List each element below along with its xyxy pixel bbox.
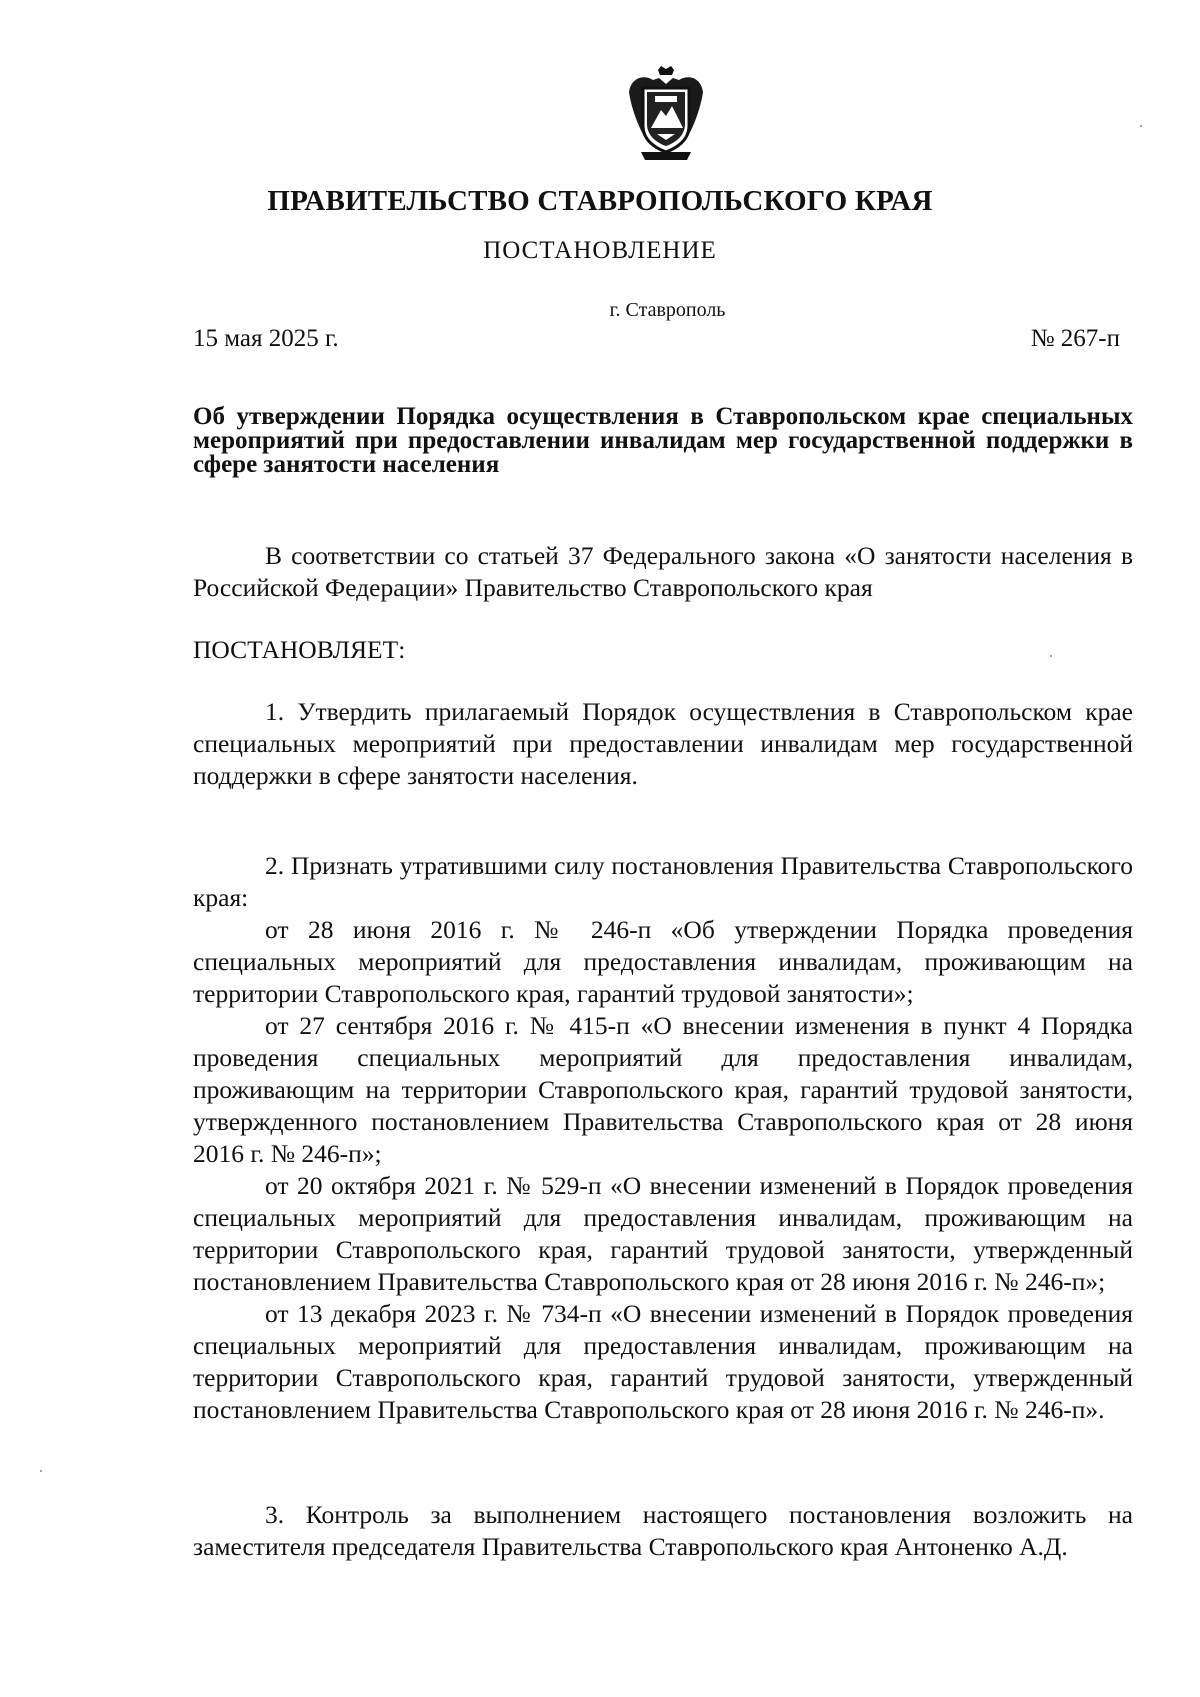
document-title: Об утверждении Порядка осуществления в Ставропольском крае специальных мероприятий при предоставлении инвалидам мер государственной поддержки в сфере занятости населения bbox=[193, 403, 1133, 478]
scan-speck bbox=[1140, 125, 1142, 127]
coat-of-arms-icon bbox=[625, 66, 707, 162]
resolves-heading: ПОСТАНОВЛЯЕТ: bbox=[193, 635, 406, 664]
item-1-block bbox=[193, 696, 1133, 792]
repealed-decree-1: от 28 июня 2016 г. № 246-п «Об утверждении Порядка проведения специальных мероприятий для предоставления инвалидам, проживающим на территории Ставропольского края, гарантий трудовой занятости»; bbox=[193, 915, 1133, 1008]
repealed-decree-4: от 13 декабря 2023 г. № 734-п «О внесении изменений в Порядок проведения специальных мероприятий для предоставления инвалидам, проживающим на территории Ставропольского края, гарантий трудовой занятости, утвержденный постановлением Правительства Ставропольского края от 28 июня 2016 г. № 246-п». bbox=[193, 1299, 1133, 1424]
city-label: г. Ставрополь bbox=[609, 299, 726, 321]
item-3-text: 3. Контроль за выполнением настоящего постановления возложить на заместителя председателя Правительства Ставропольского края Антоненко А.Д. bbox=[193, 1500, 1133, 1561]
repealed-decree-3: от 20 октября 2021 г. № 529-п «О внесении изменений в Порядок проведения специальных мероприятий для предоставления инвалидам, проживающим на территории Ставропольского края, гарантий трудовой занятости, утвержденный постановлением Правительства Ставропольского края от 28 июня 2016 г. № 246-п»; bbox=[193, 1171, 1133, 1296]
preamble-block bbox=[193, 540, 1133, 604]
item-2-intro: 2. Признать утратившими силу постановления Правительства Ставропольского края: bbox=[193, 851, 1133, 912]
document-date: 15 мая 2025 г. bbox=[193, 325, 339, 352]
organization-name: ПРАВИТЕЛЬСТВО СТАВРОПОЛЬСКОГО КРАЯ bbox=[267, 185, 933, 217]
item-3-block bbox=[193, 1499, 1133, 1563]
repealed-decree-2: от 27 сентября 2016 г. № 415-п «О внесении изменения в пункт 4 Порядка проведения специальных мероприятий для предоставления инвалидам, проживающим на территории Ставропольского края, гарантий трудовой занятости, утвержденного постановлением Правительства Ставропольского края от 28 июня 2016 г. № 246-п»; bbox=[193, 1011, 1133, 1168]
item-1-text: 1. Утвердить прилагаемый Порядок осуществления в Ставропольском крае специальных мероприятий при предоставлении инвалидам мер государственной поддержки в сфере занятости населения. bbox=[193, 697, 1133, 790]
scan-speck bbox=[1050, 655, 1052, 657]
scan-speck bbox=[40, 1470, 42, 1472]
preamble-text: В соответствии со статьей 37 Федерального закона «О занятости населения в Российской Федерации» Правительство Ставропольского края bbox=[193, 541, 1133, 602]
document-type: ПОСТАНОВЛЕНИЕ bbox=[483, 237, 717, 264]
item-2-block bbox=[193, 850, 1133, 1426]
document-number: № 267-п bbox=[1030, 325, 1120, 352]
